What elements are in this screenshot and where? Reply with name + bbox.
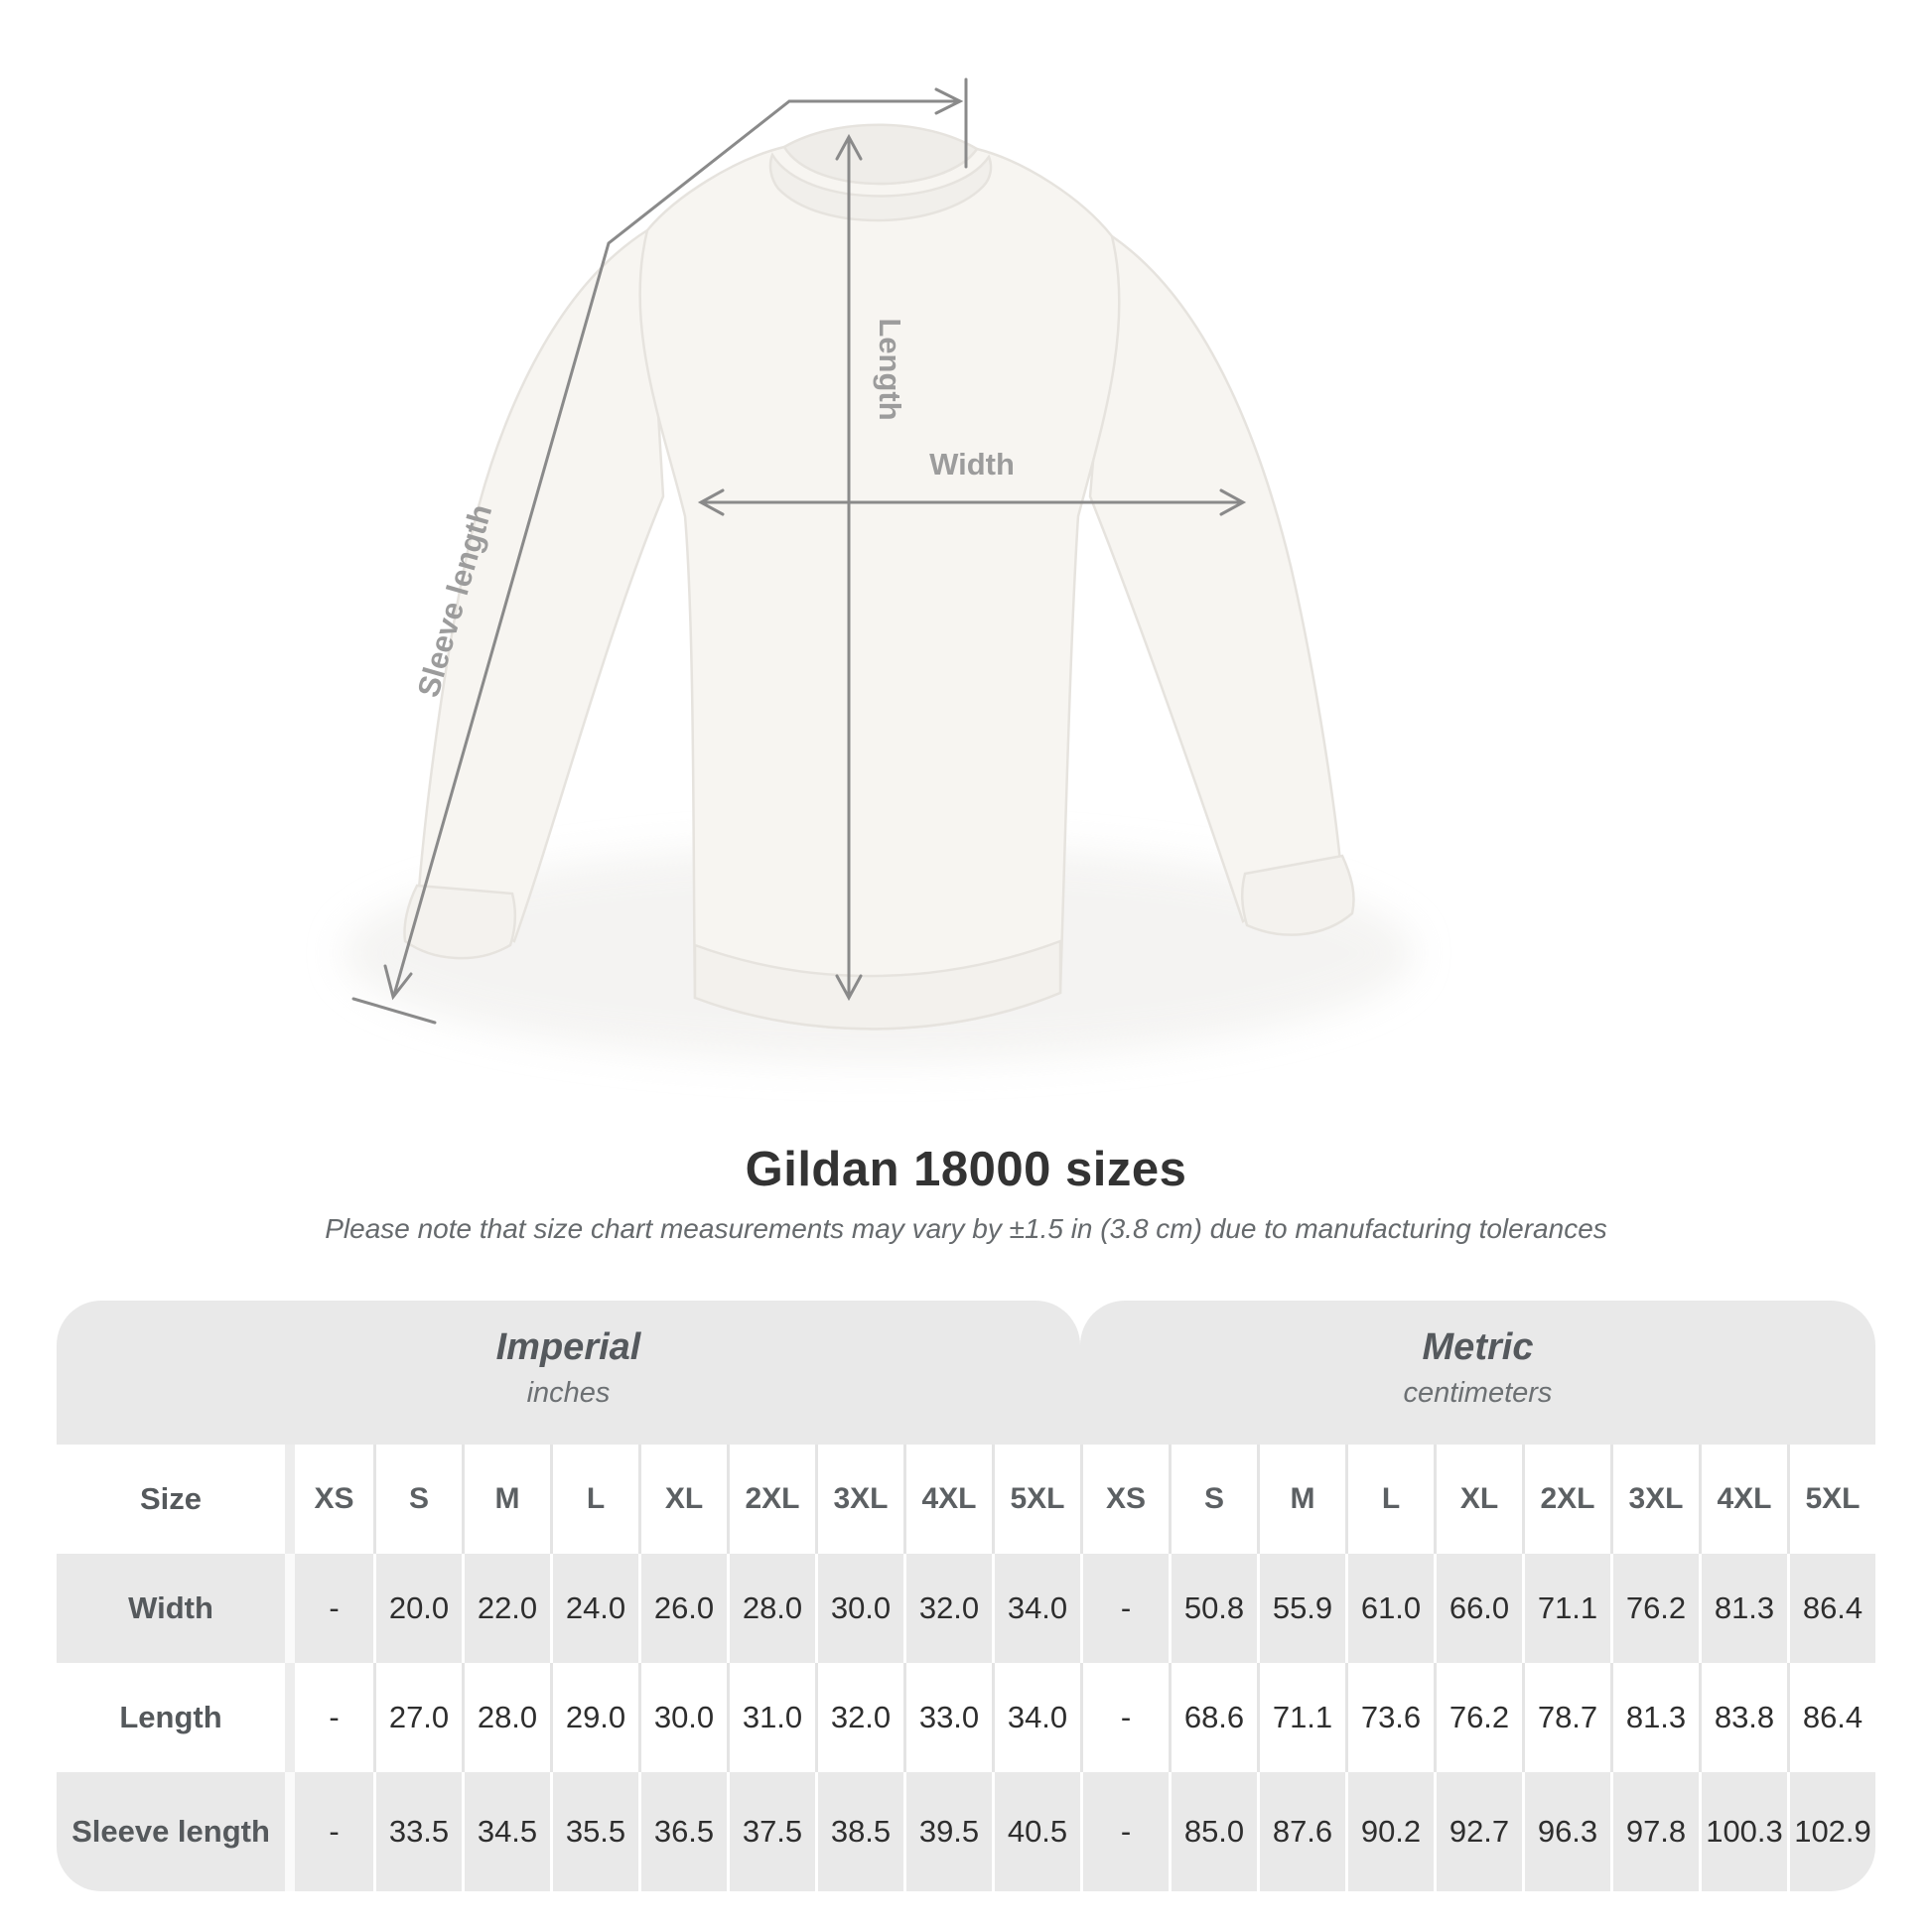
value-cell-imperial-m: 34.5 <box>462 1772 550 1891</box>
measure-row-sleeve-length <box>57 1772 1875 1891</box>
size-header-cell-metric-xs: XS <box>1080 1445 1169 1554</box>
value-cell-metric-2xl: 78.7 <box>1522 1663 1610 1772</box>
value-cell-imperial-4xl: 33.0 <box>903 1663 992 1772</box>
value-cell-metric-3xl: 81.3 <box>1610 1663 1699 1772</box>
imperial-band-unit: inches <box>526 1377 611 1409</box>
value-cell-metric-m: 55.9 <box>1257 1554 1345 1663</box>
size-header-cell-metric-4xl: 4XL <box>1699 1445 1787 1554</box>
value-cell-metric-xl: 92.7 <box>1434 1772 1522 1891</box>
value-cell-imperial-4xl: 32.0 <box>903 1554 992 1663</box>
size-header-cell-metric-xl: XL <box>1434 1445 1522 1554</box>
size-header-cell-imperial-l: L <box>550 1445 638 1554</box>
value-cell-metric-2xl: 96.3 <box>1522 1772 1610 1891</box>
value-cell-imperial-s: 20.0 <box>373 1554 462 1663</box>
value-cell-metric-5xl: 102.9 <box>1787 1772 1875 1891</box>
size-header-cell-metric-3xl: 3XL <box>1610 1445 1699 1554</box>
size-header-cell-imperial-xs: XS <box>285 1445 373 1554</box>
metric-band-unit: centimeters <box>1403 1377 1553 1409</box>
value-cell-imperial-5xl: 34.0 <box>992 1663 1080 1772</box>
value-cell-metric-m: 87.6 <box>1257 1772 1345 1891</box>
metric-band <box>1080 1301 1875 1445</box>
value-cell-metric-3xl: 76.2 <box>1610 1554 1699 1663</box>
value-cell-metric-5xl: 86.4 <box>1787 1554 1875 1663</box>
value-cell-imperial-m: 28.0 <box>462 1663 550 1772</box>
value-cell-metric-xs: - <box>1080 1554 1169 1663</box>
value-cell-imperial-5xl: 40.5 <box>992 1772 1080 1891</box>
size-header-cell-metric-2xl: 2XL <box>1522 1445 1610 1554</box>
value-cell-imperial-xl: 26.0 <box>638 1554 727 1663</box>
size-header-cell-imperial-3xl: 3XL <box>815 1445 903 1554</box>
size-column-header: Size <box>139 1481 203 1516</box>
value-cell-metric-xl: 76.2 <box>1434 1663 1522 1772</box>
size-header-cell-imperial-xl: XL <box>638 1445 727 1554</box>
value-cell-imperial-2xl: 28.0 <box>727 1554 815 1663</box>
value-cell-imperial-4xl: 39.5 <box>903 1772 992 1891</box>
imperial-band <box>57 1301 1080 1445</box>
value-cell-imperial-s: 27.0 <box>373 1663 462 1772</box>
length-label: Length <box>873 318 907 421</box>
value-cell-imperial-2xl: 31.0 <box>727 1663 815 1772</box>
size-header-cell-metric-m: M <box>1257 1445 1345 1554</box>
unit-band-row <box>57 1301 1875 1445</box>
value-cell-imperial-2xl: 37.5 <box>727 1772 815 1891</box>
value-cell-imperial-xs: - <box>285 1663 373 1772</box>
value-cell-imperial-3xl: 38.5 <box>815 1772 903 1891</box>
value-cell-imperial-xs: - <box>285 1772 373 1891</box>
sleeve-length-label: Sleeve length <box>410 500 499 701</box>
size-header-cell-imperial-2xl: 2XL <box>727 1445 815 1554</box>
value-cell-metric-2xl: 71.1 <box>1522 1554 1610 1663</box>
size-header-cell-metric-l: L <box>1345 1445 1434 1554</box>
value-cell-metric-s: 85.0 <box>1169 1772 1257 1891</box>
size-header-cell-metric-s: S <box>1169 1445 1257 1554</box>
value-cell-metric-3xl: 97.8 <box>1610 1772 1699 1891</box>
value-cell-imperial-m: 22.0 <box>462 1554 550 1663</box>
value-cell-metric-s: 68.6 <box>1169 1663 1257 1772</box>
measure-row-width <box>57 1554 1875 1663</box>
width-label: Width <box>929 447 1015 482</box>
value-cell-metric-4xl: 81.3 <box>1699 1554 1787 1663</box>
row-label: Sleeve length <box>71 1814 270 1849</box>
value-cell-imperial-5xl: 34.0 <box>992 1554 1080 1663</box>
value-cell-imperial-xs: - <box>285 1554 373 1663</box>
value-cell-metric-l: 73.6 <box>1345 1663 1434 1772</box>
value-cell-metric-5xl: 86.4 <box>1787 1663 1875 1772</box>
value-cell-metric-xs: - <box>1080 1772 1169 1891</box>
page-title: Gildan 18000 sizes <box>745 1143 1187 1196</box>
size-header-cell-imperial-s: S <box>373 1445 462 1554</box>
value-cell-imperial-l: 24.0 <box>550 1554 638 1663</box>
value-cell-imperial-3xl: 30.0 <box>815 1554 903 1663</box>
value-cell-imperial-3xl: 32.0 <box>815 1663 903 1772</box>
size-header-row <box>57 1445 1875 1554</box>
value-cell-metric-xl: 66.0 <box>1434 1554 1522 1663</box>
tolerance-note: Please note that size chart measurements may vary by ±1.5 in (3.8 cm) due to manufacturing tolerances <box>325 1213 1607 1244</box>
value-cell-imperial-s: 33.5 <box>373 1772 462 1891</box>
value-cell-metric-xs: - <box>1080 1663 1169 1772</box>
value-cell-metric-s: 50.8 <box>1169 1554 1257 1663</box>
value-cell-metric-l: 90.2 <box>1345 1772 1434 1891</box>
value-cell-imperial-l: 35.5 <box>550 1772 638 1891</box>
imperial-band-title: Imperial <box>495 1326 641 1368</box>
row-label: Length <box>119 1700 222 1734</box>
size-header-cell-metric-5xl: 5XL <box>1787 1445 1875 1554</box>
value-cell-metric-4xl: 83.8 <box>1699 1663 1787 1772</box>
size-table-body <box>57 1445 1875 1891</box>
value-cell-imperial-l: 29.0 <box>550 1663 638 1772</box>
value-cell-metric-l: 61.0 <box>1345 1554 1434 1663</box>
size-table <box>57 1301 1875 1891</box>
value-cell-metric-4xl: 100.3 <box>1699 1772 1787 1891</box>
measure-row-length <box>57 1663 1875 1772</box>
size-header-cell-imperial-5xl: 5XL <box>992 1445 1080 1554</box>
value-cell-imperial-xl: 30.0 <box>638 1663 727 1772</box>
size-header-cell-imperial-4xl: 4XL <box>903 1445 992 1554</box>
row-label: Width <box>128 1590 213 1625</box>
size-header-cell-imperial-m: M <box>462 1445 550 1554</box>
value-cell-metric-m: 71.1 <box>1257 1663 1345 1772</box>
metric-band-title: Metric <box>1422 1326 1534 1368</box>
value-cell-imperial-xl: 36.5 <box>638 1772 727 1891</box>
